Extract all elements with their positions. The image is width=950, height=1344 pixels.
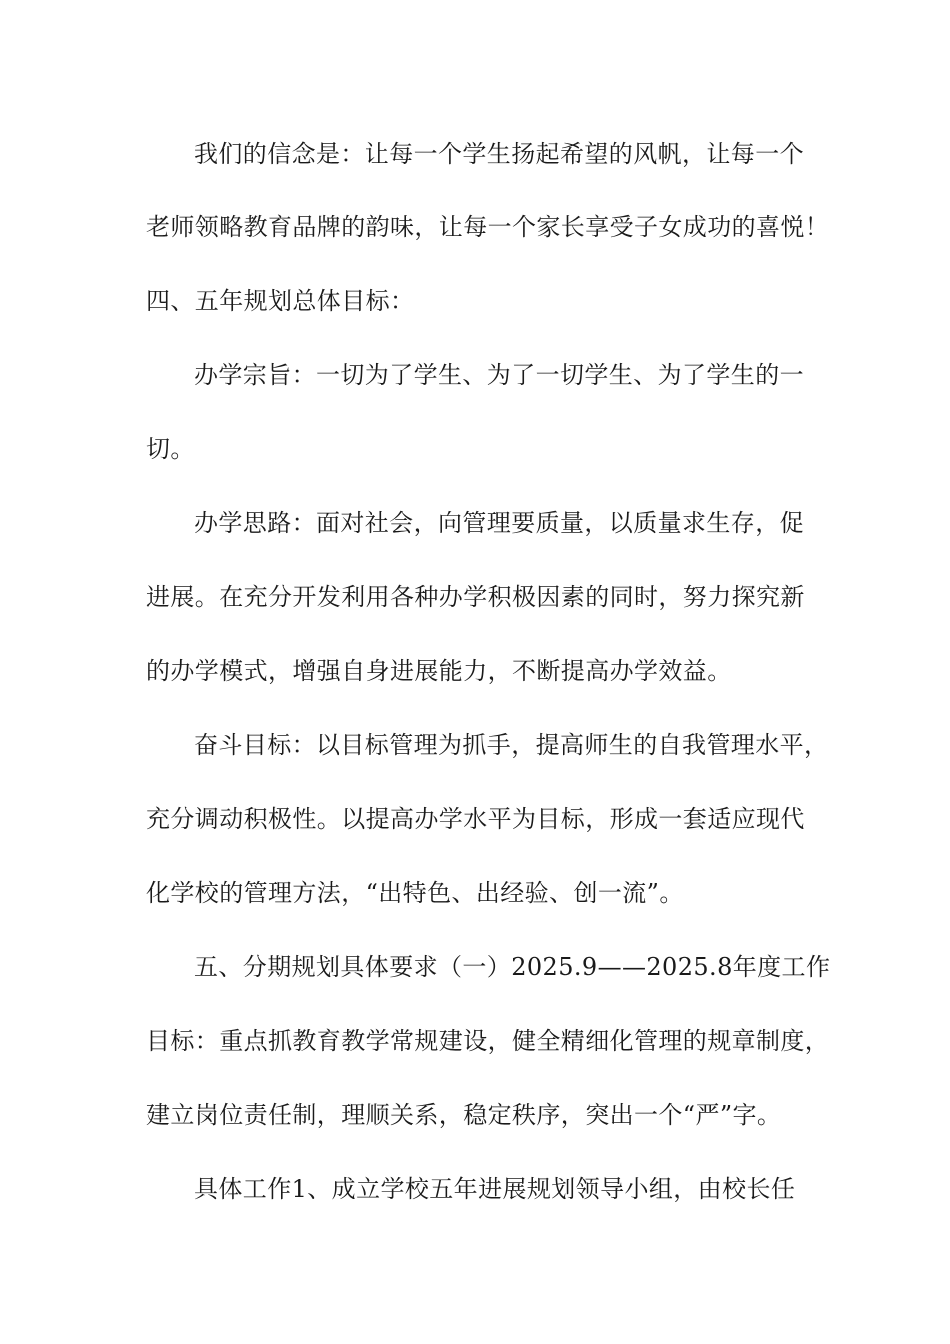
text-line-approach-3: 的办学模式，增强自身进展能力，不断提高办学效益。 (146, 657, 732, 685)
text-line-belief-2: 老师领略教育品牌的韵味，让每一个家长享受子女成功的喜悦！ (146, 213, 830, 241)
text-line-objective-1: 奋斗目标：以目标管理为抓手，提高师生的自我管理水平， (194, 731, 829, 759)
text-line-objective-2: 充分调动积极性。以提高办学水平为目标，形成一套适应现代 (146, 805, 805, 833)
text-line-phase-1: 五、分期规划具体要求（一）2025.9——2025.8年度工作 (194, 953, 831, 981)
text-line-work-1: 具体工作1、成立学校五年进展规划领导小组，由校长任 (194, 1175, 796, 1203)
section-heading-overall-goals: 四、五年规划总体目标： (146, 287, 415, 315)
text-line-approach-2: 进展。在充分开发利用各种办学积极因素的同时，努力探究新 (146, 583, 805, 611)
text-line-phase-3: 建立岗位责任制，理顺关系，稳定秩序，突出一个“严”字。 (146, 1101, 782, 1129)
text-line-belief-1: 我们的信念是：让每一个学生扬起希望的风帆，让每一个 (194, 140, 804, 168)
text-line-objective-3: 化学校的管理方法，“出特色、出经验、创一流”。 (146, 879, 684, 907)
text-line-purpose-1: 办学宗旨：一切为了学生、为了一切学生、为了学生的一 (194, 361, 804, 389)
text-line-approach-1: 办学思路：面对社会，向管理要质量，以质量求生存，促 (194, 509, 804, 537)
text-line-purpose-2: 切。 (146, 435, 195, 463)
text-line-phase-2: 目标：重点抓教育教学常规建设，健全精细化管理的规章制度， (146, 1027, 830, 1055)
